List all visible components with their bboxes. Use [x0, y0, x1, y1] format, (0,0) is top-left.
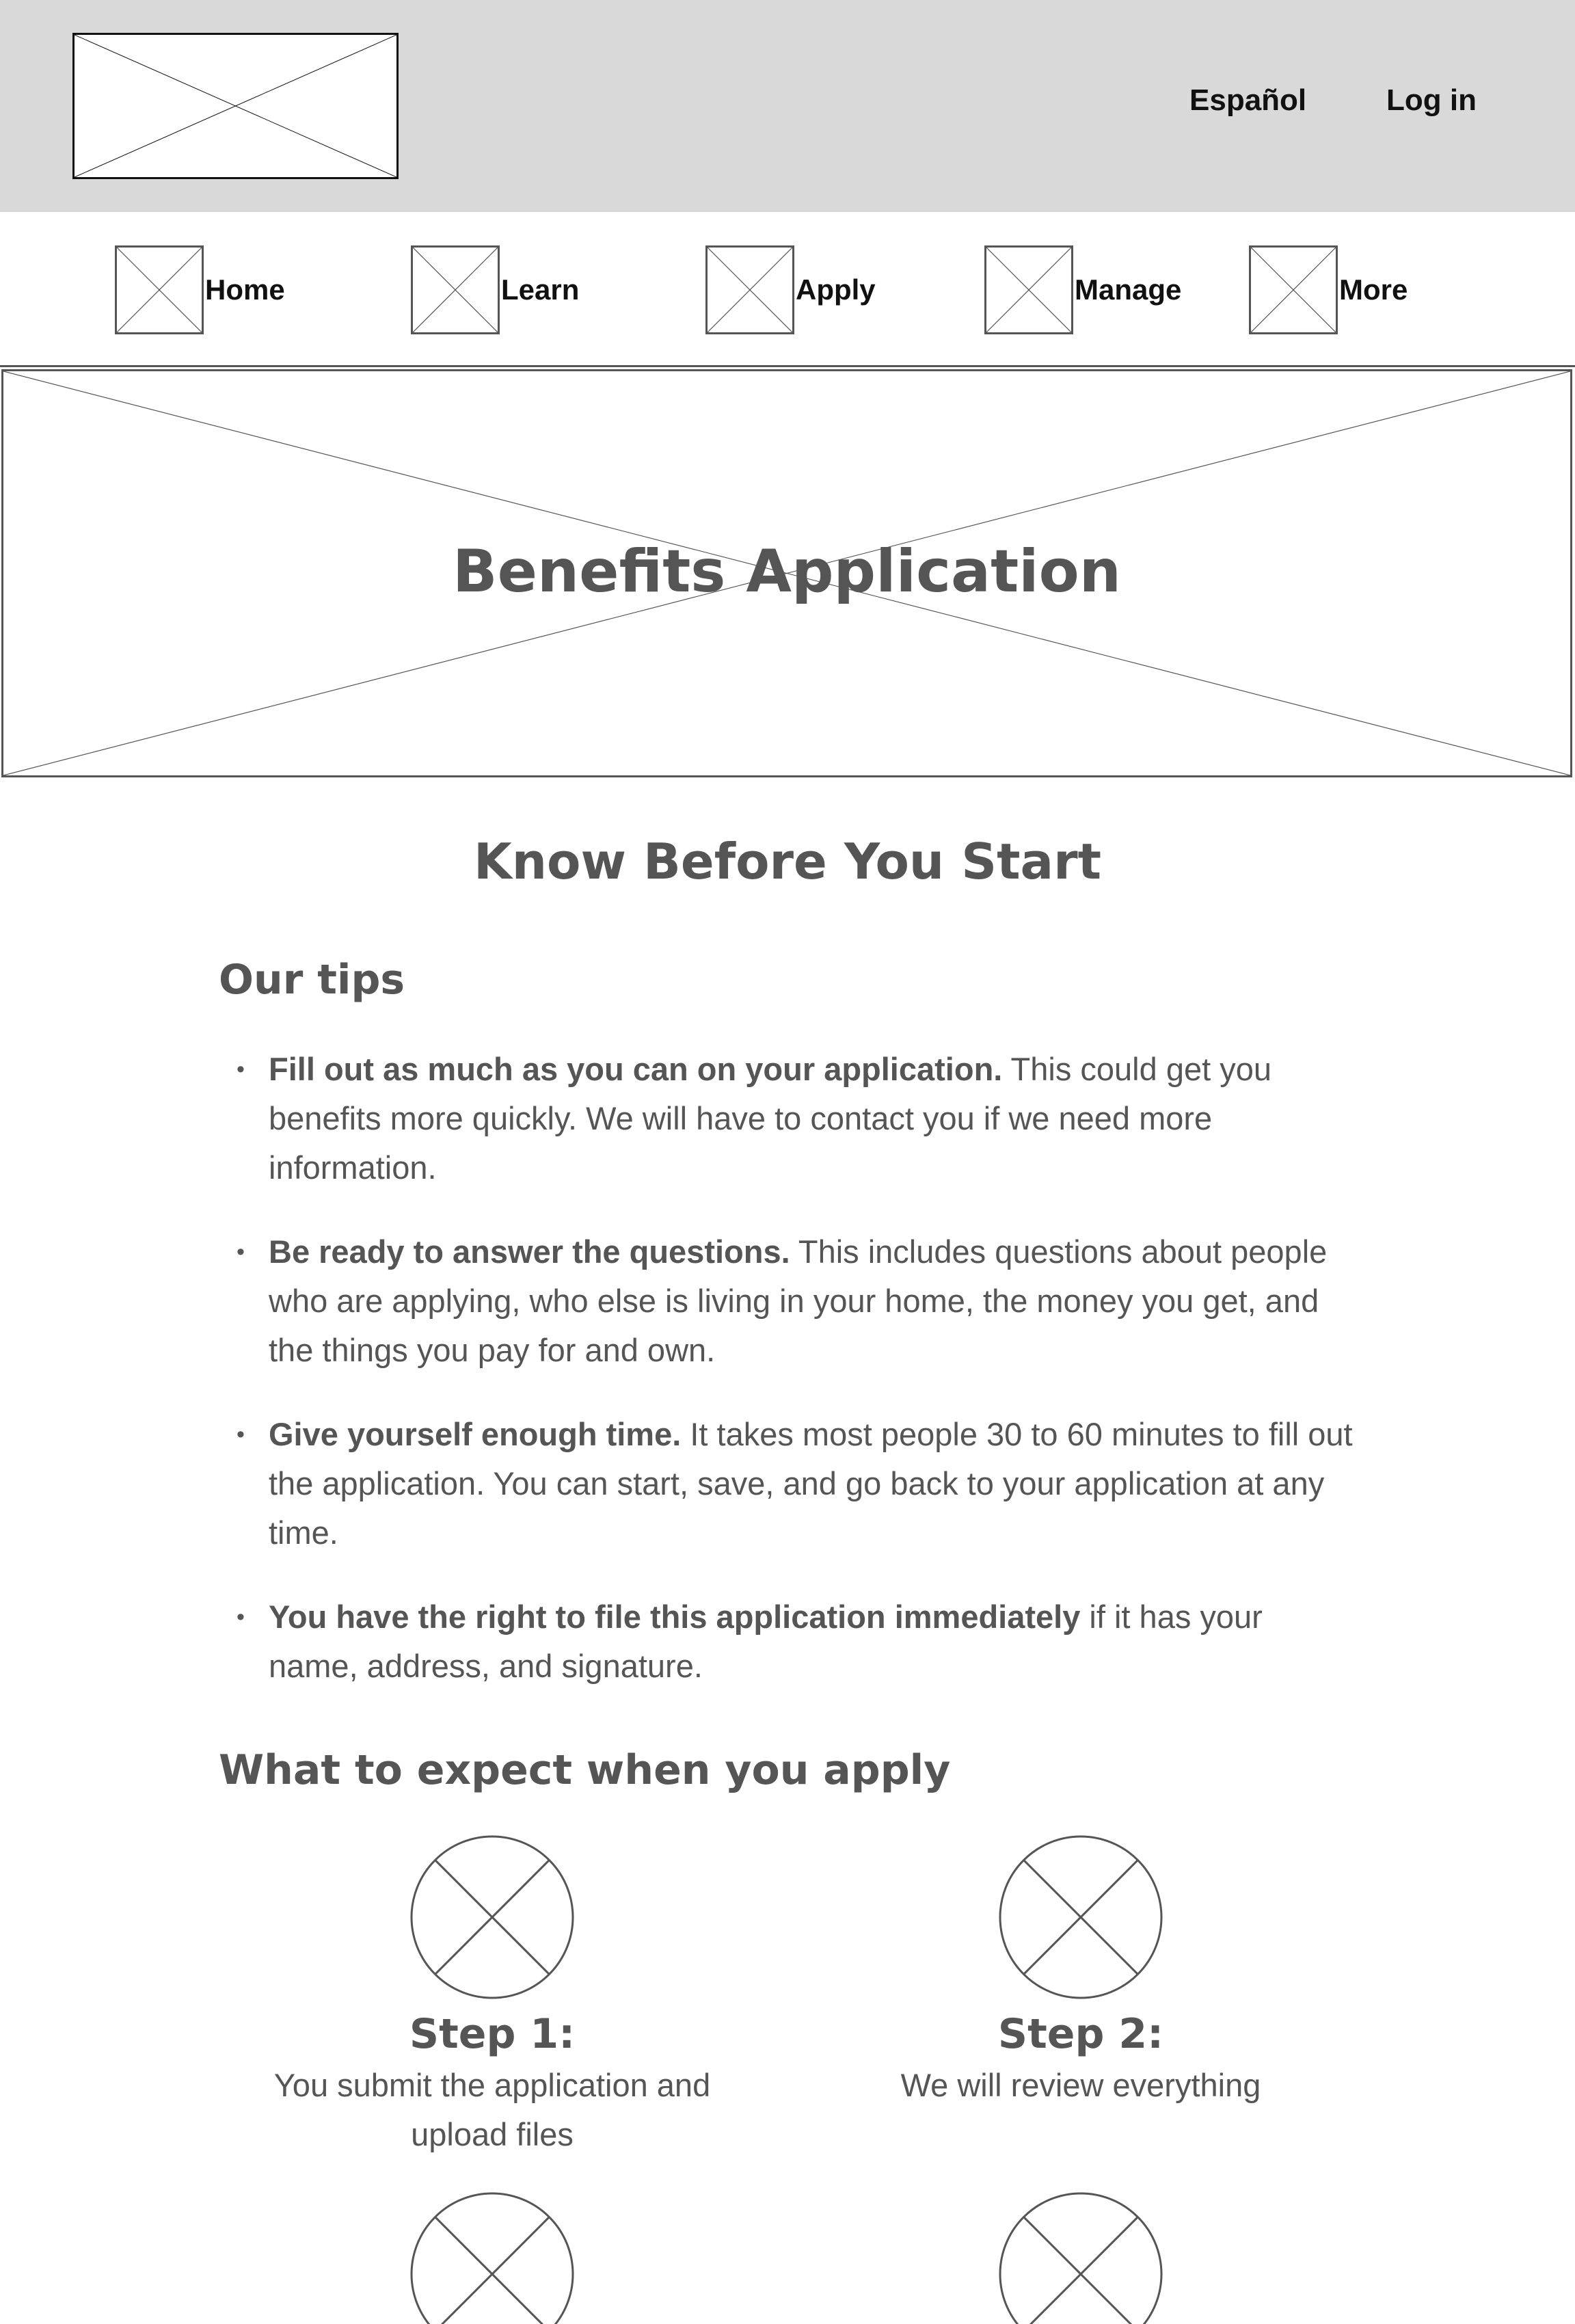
step-card [821, 1835, 1341, 2110]
tip-bold-text: You have the right to file this application immediately [269, 1599, 1081, 1635]
nav-item-manage[interactable] [984, 245, 1181, 335]
apply-icon [705, 245, 794, 334]
nav-label: Apply [796, 273, 876, 306]
language-link[interactable]: Español [1189, 83, 1307, 117]
expect-heading: What to expect when you apply [219, 1746, 951, 1794]
nav-item-apply[interactable] [705, 245, 876, 335]
step-2-icon [999, 1835, 1163, 1999]
nav-item-learn[interactable] [411, 245, 579, 335]
step-title: Step 2: [997, 2010, 1164, 2058]
home-icon [115, 245, 204, 334]
login-link[interactable]: Log in [1386, 83, 1477, 117]
logo-placeholder-image[interactable] [72, 33, 399, 179]
list-item [219, 1045, 1354, 1192]
tip-text: This could get you benefits more quickly. We will have to contact you if we need more information. [269, 1051, 1271, 1186]
step-card [821, 2192, 1341, 2324]
tips-list [219, 1045, 1354, 1726]
step-4-icon [999, 2192, 1163, 2324]
tip-text: It takes most people 30 to 60 minutes to fill out the application. You can start, save, and go back to your application at any time. [269, 1416, 1353, 1551]
hero-banner [1, 369, 1572, 777]
nav-item-home[interactable] [115, 245, 285, 335]
more-icon [1249, 245, 1338, 334]
tip-bold-text: Fill out as much as you can on your application. [269, 1051, 1003, 1087]
tips-heading: Our tips [219, 956, 405, 1004]
section-title: Know Before You Start [473, 833, 1102, 890]
tip-text: This includes questions about people who are applying, who else is living in your home, the money you get, and the things you pay for and own. [269, 1233, 1328, 1368]
manage-icon [984, 245, 1073, 334]
step-card [232, 2192, 752, 2324]
image-placeholder-icon [75, 35, 396, 177]
learn-icon [411, 245, 500, 334]
main-nav [0, 212, 1575, 367]
nav-item-more[interactable] [1249, 245, 1408, 335]
step-title: Step 1: [409, 2010, 576, 2058]
site-header [0, 0, 1575, 212]
list-item [219, 1592, 1354, 1691]
tip-bold-text: Be ready to answer the questions. [269, 1233, 790, 1270]
step-1-icon [410, 1835, 574, 1999]
step-3-icon [410, 2192, 574, 2324]
nav-label: Home [205, 273, 285, 306]
nav-label: More [1339, 273, 1408, 306]
step-card [232, 1835, 752, 2159]
page-title: Benefits Application [453, 537, 1121, 606]
tip-text: if it has your name, address, and signature. [269, 1599, 1263, 1684]
tip-bold-text: Give yourself enough time. [269, 1416, 682, 1452]
list-item [219, 1410, 1354, 1558]
nav-label: Learn [501, 273, 580, 306]
step-description: We will review everything [900, 2067, 1261, 2103]
list-item [219, 1227, 1354, 1375]
nav-label: Manage [1075, 273, 1182, 306]
step-description: You submit the application and upload files [273, 2067, 711, 2152]
